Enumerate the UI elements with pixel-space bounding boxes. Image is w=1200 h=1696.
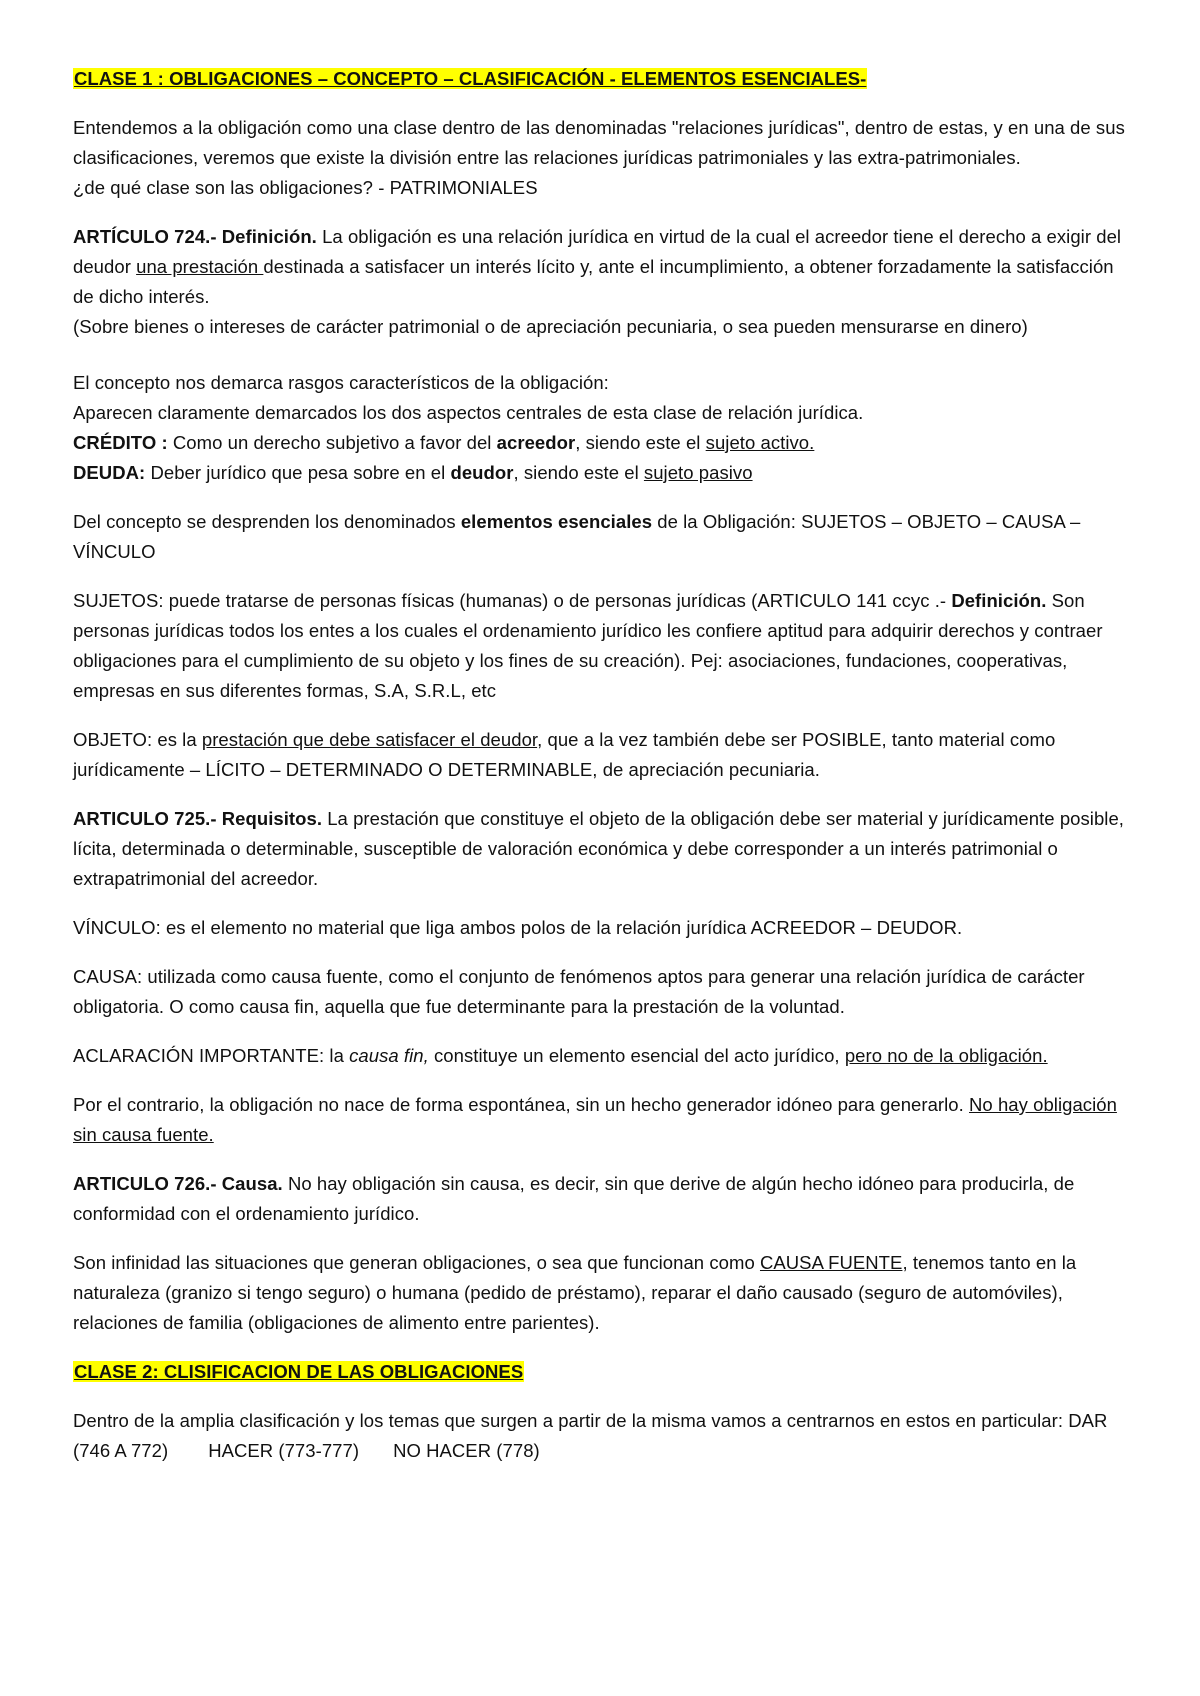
sujetos-bold: Definición.	[951, 590, 1047, 611]
sujetos-text1: SUJETOS: puede tratarse de personas físicas (humanas) o de personas jurídicas (ARTICULO 141 ccyc .-	[73, 590, 952, 611]
infinidad-text2: , tenemos tanto en la naturaleza (granizo si tengo seguro) o humana (pedido de préstamo), reparar el daño causado (seguro de automóviles), relaciones de familia (obligaciones de alimento entre parientes).	[73, 1252, 1077, 1333]
deuda-text: Deber jurídico que pesa sobre en el	[145, 462, 451, 483]
art726-text: No hay obligación sin causa, es decir, sin que derive de algún hecho idóneo para producirla, de conformidad con el ordenamiento jurídico.	[73, 1173, 1075, 1224]
sujetos-text2: Son personas jurídicas todos los entes a los cuales el ordenamiento jurídico les confiere aptitud para adquirir derechos y contraer obligaciones para el cumplimiento de su objeto y los fines de su creación). Pej: asociaciones, fundaciones, cooperativas, empresas en sus diferentes formas, S.A, S.R.L, etc	[73, 590, 1103, 701]
art726-label: ARTICULO 726.- Causa.	[73, 1173, 283, 1194]
art724-text1: La obligación es una relación jurídica en virtud de la cual el acreedor tiene el derecho a exigir del deudor	[73, 226, 1122, 277]
art724-note	[73, 312, 1130, 342]
intro-text: Entendemos a la obligación como una clase dentro de las denominadas "relaciones jurídicas", dentro de estas, y en una de sus clasificaciones, veremos que existe la división entre las relaciones jurídicas patrimoniales y las extra-patrimoniales.	[73, 117, 1125, 168]
intro-question	[73, 173, 1130, 203]
art725-paragraph	[73, 804, 1130, 894]
concepto-line2	[73, 398, 1130, 428]
art724-paragraph	[73, 222, 1130, 312]
art724-label: ARTÍCULO 724.- Definición.	[73, 226, 317, 247]
aclaracion-text1: ACLARACIÓN IMPORTANTE: la	[73, 1045, 350, 1066]
aclaracion-paragraph	[73, 1041, 1130, 1071]
sujetos-paragraph	[73, 586, 1130, 706]
class1-heading: CLASE 1 : OBLIGACIONES – CONCEPTO – CLASIFICACIÓN - ELEMENTOS ESENCIALES-	[74, 68, 867, 89]
credito-underline: sujeto activo.	[705, 432, 815, 453]
infinidad-text1: Son infinidad las situaciones que generan obligaciones, o sea que funcionan como	[73, 1252, 760, 1273]
clase2-nohacer: NO HACER (778)	[393, 1440, 540, 1461]
art725-label: ARTICULO 725.- Requisitos.	[73, 808, 323, 829]
elementos-text1: Del concepto se desprenden los denominados	[73, 511, 461, 532]
vinculo-text: VÍNCULO: es el elemento no material que liga ambos polos de la relación jurídica ACREEDOR – DEUDOR.	[73, 917, 963, 938]
document-body	[73, 64, 1130, 1466]
aclaracion-underline: pero no de la obligación.	[844, 1045, 1048, 1066]
credito-text: Como un derecho subjetivo a favor del	[167, 432, 497, 453]
elementos-text2: de la Obligación: SUJETOS – OBJETO – CAUSA – VÍNCULO	[73, 511, 1081, 562]
class1-heading-line	[73, 64, 1130, 94]
credito-line	[73, 428, 1130, 458]
credito-text2: , siendo este el	[575, 432, 706, 453]
clase2-dar: DAR (746 A 772)	[73, 1410, 1108, 1461]
objeto-text2: , que a la vez también debe ser POSIBLE, tanto material como jurídicamente – LÍCITO – DETERMINADO O DETERMINABLE, de apreciación pecuniaria.	[73, 729, 1056, 780]
intro-question-text: ¿de qué clase son las obligaciones? - PATRIMONIALES	[73, 177, 538, 198]
clase2-paragraph	[73, 1406, 1130, 1466]
elementos-bold: elementos esenciales	[460, 511, 653, 532]
infinidad-underline: CAUSA FUENTE	[759, 1252, 903, 1273]
class2-heading-line	[73, 1357, 1130, 1387]
art724-underline: una prestación	[136, 256, 264, 277]
credito-bold: acreedor	[496, 432, 576, 453]
objeto-text1: OBJETO: es la	[73, 729, 202, 750]
deuda-label: DEUDA:	[73, 462, 146, 483]
clase2-hacer: HACER (773-777)	[208, 1440, 360, 1461]
concepto-line1	[73, 368, 1130, 398]
art726-paragraph	[73, 1169, 1130, 1229]
aclaracion-text2: constituye un elemento esencial del acto jurídico,	[428, 1045, 845, 1066]
clase2-text: Dentro de la amplia clasificación y los temas que surgen a partir de la misma vamos a centrarnos en estos en particular:	[73, 1410, 1069, 1431]
concepto-line2-text: Aparecen claramente demarcados los dos aspectos centrales de esta clase de relación jurídica.	[73, 402, 864, 423]
intro-paragraph	[73, 113, 1130, 173]
objeto-underline: prestación que debe satisfacer el deudor	[201, 729, 538, 750]
art725-text: La prestación que constituye el objeto de la obligación debe ser material y jurídicamente posible, lícita, determinada o determinable, susceptible de valoración económica y debe corresponder a un interés patrimonial o extrapatrimonial del acreedor.	[73, 808, 1124, 889]
contrario-text: Por el contrario, la obligación no nace de forma espontánea, sin un hecho generador idóneo para generarlo.	[73, 1094, 970, 1115]
art724-text2: destinada a satisfacer un interés lícito y, ante el incumplimiento, a obtener forzadamente la satisfacción de dicho interés.	[73, 256, 1114, 307]
objeto-paragraph	[73, 725, 1130, 785]
credito-label: CRÉDITO :	[73, 432, 168, 453]
art724-note-text: (Sobre bienes o intereses de carácter patrimonial o de apreciación pecuniaria, o sea pueden mensurarse en dinero)	[73, 316, 1028, 337]
causa-paragraph	[73, 962, 1130, 1022]
vinculo-paragraph	[73, 913, 1130, 943]
infinidad-paragraph	[73, 1248, 1130, 1338]
elementos-paragraph	[73, 507, 1130, 567]
class2-heading: CLASE 2: CLISIFICACION DE LAS OBLIGACIONES	[74, 1361, 524, 1382]
deuda-underline: sujeto pasivo	[643, 462, 753, 483]
causa-text: CAUSA: utilizada como causa fuente, como el conjunto de fenómenos aptos para generar una relación jurídica de carácter obligatoria. O como causa fin, aquella que fue determinante para la prestación de la voluntad.	[73, 966, 1085, 1017]
deuda-line	[73, 458, 1130, 488]
contrario-underline: No hay obligación sin causa fuente.	[73, 1094, 1117, 1145]
deuda-bold: deudor	[450, 462, 514, 483]
contrario-paragraph	[73, 1090, 1130, 1150]
concepto-line1-text: El concepto nos demarca rasgos característicos de la obligación:	[73, 372, 609, 393]
aclaracion-italic: causa fin,	[349, 1045, 429, 1066]
deuda-text2: , siendo este el	[513, 462, 644, 483]
